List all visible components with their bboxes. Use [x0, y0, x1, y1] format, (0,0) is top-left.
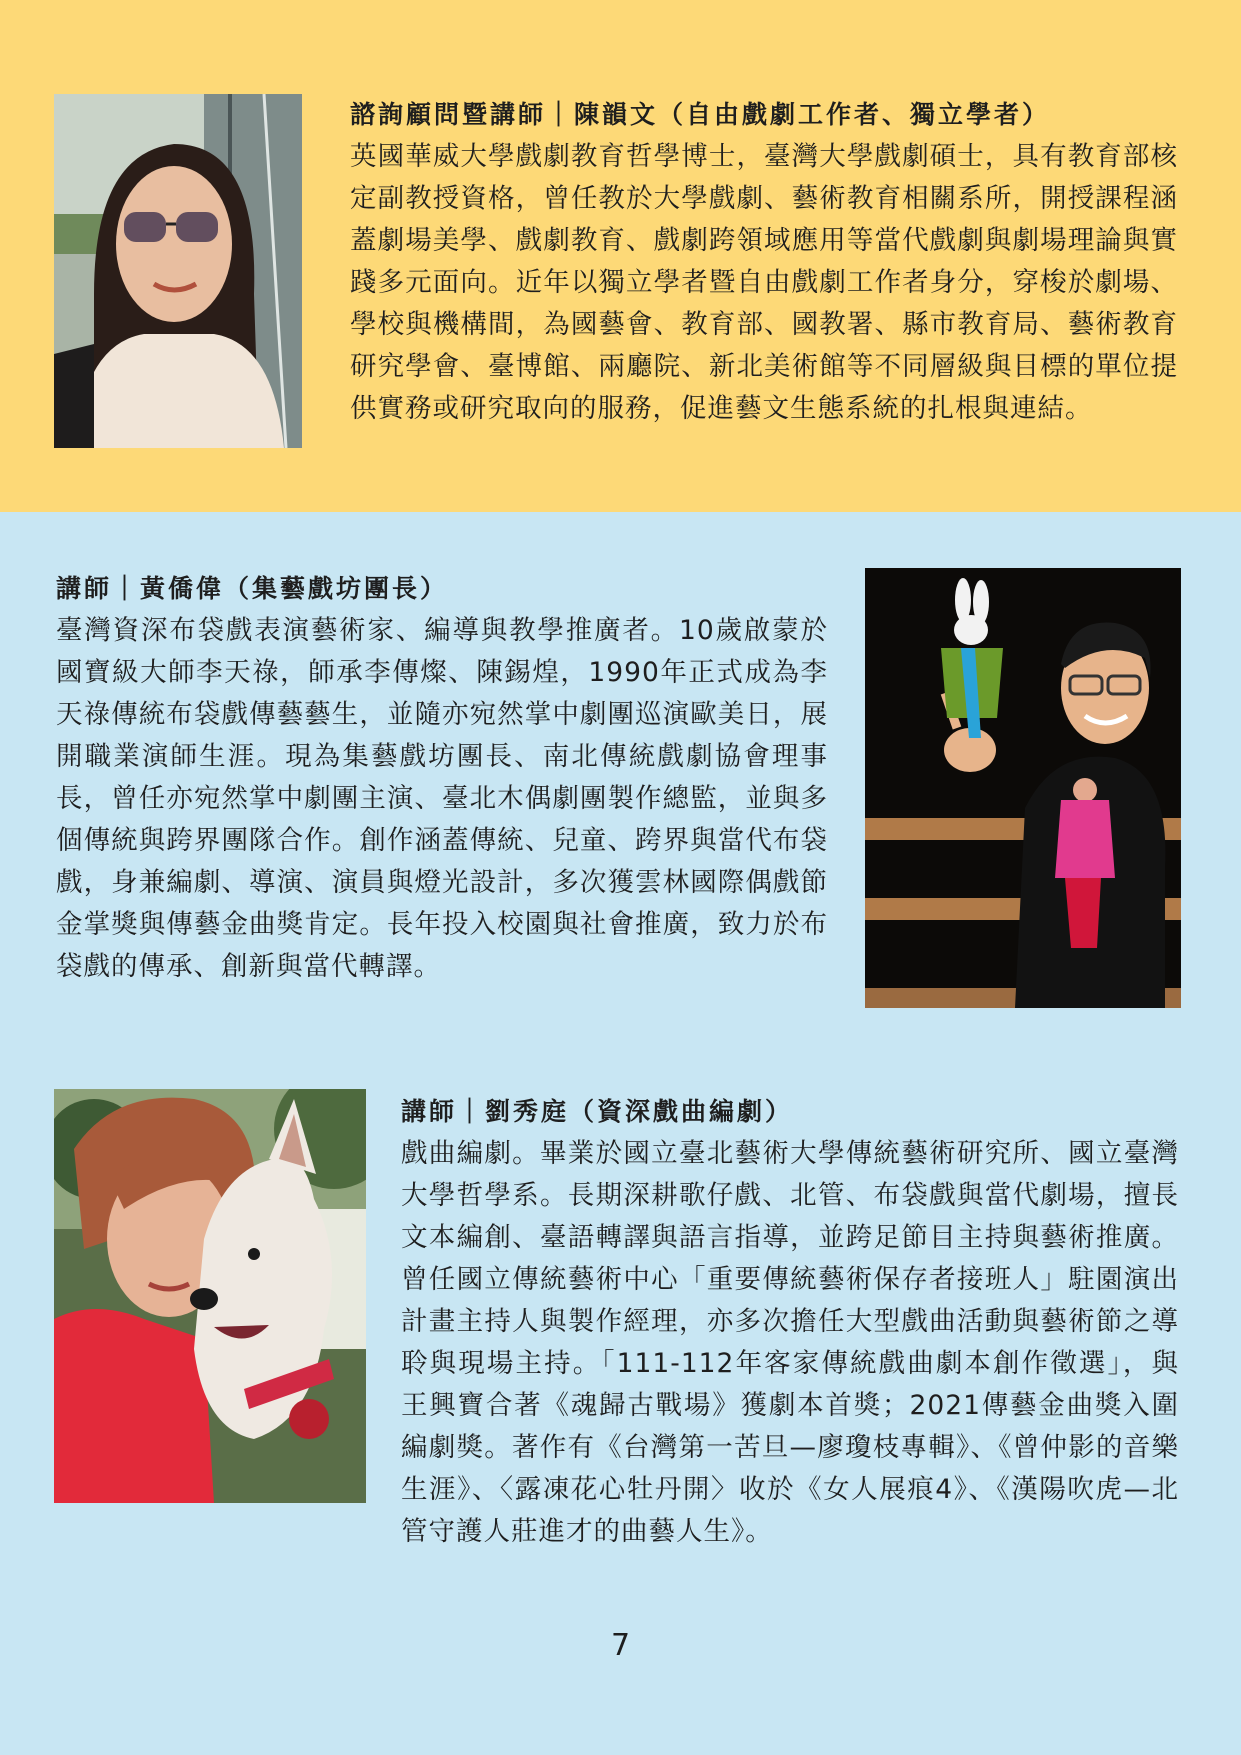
bio-title: 講師｜劉秀庭（資深戲曲編劇）: [401, 1097, 794, 1126]
bio-title: 諮詢顧問暨講師｜陳韻文（自由戲劇工作者、獨立學者）: [350, 100, 1051, 129]
bio-text: 戲曲編劇。畢業於國立臺北藝術大學傳統藝術研究所、國立臺灣大學哲學系。長期深耕歌仔戲、北管、布袋戲與當代劇場，擅長文本編創、臺語轉譯與語言指導，並跨足節目主持與藝術推廣。曾任國立傳統藝術中心「重要傳統藝術保存者接班人」駐園演出計畫主持人與製作經理，亦多次擔任大型戲曲活動與藝術節之導聆與現場主持。「111-112年客家傳統戲曲劇本創作徵選」，與王興寶合著《魂歸古戰場》獲劇本首獎；2021傳藝金曲獎入圍編劇獎。著作有《台灣第一苦旦—廖瓊枝專輯》、《曾仲影的音樂生涯》、〈露凍花心牡丹開〉收於《女人展痕4》、《漢陽吹虎—北管守護人莊進才的曲藝人生》。: [401, 1138, 1179, 1547]
portrait-photo-liu: [54, 1089, 366, 1503]
page-number: 7: [610, 1628, 631, 1663]
portrait-photo-huang: [865, 568, 1181, 1008]
bio-block-chen: [350, 96, 1178, 430]
bio-title: 講師｜黃僑偉（集藝戲坊團長）: [56, 574, 449, 603]
portrait-photo-chen: [54, 94, 302, 448]
bio-text: 英國華威大學戲劇教育哲學博士，臺灣大學戲劇碩士，具有教育部核定副教授資格，曾任教於大學戲劇、藝術教育相關系所，開授課程涵蓋劇場美學、戲劇教育、戲劇跨領域應用等當代戲劇與劇場理論與實踐多元面向。近年以獨立學者暨自由戲劇工作者身分，穿梭於劇場、學校與機構間，為國藝會、教育部、國教署、縣市教育局、藝術教育研究學會、臺博館、兩廳院、新北美術館等不同層級與目標的單位提供實務或研究取向的服務，促進藝文生態系統的扎根與連結。: [350, 141, 1178, 424]
bio-block-huang: [56, 570, 828, 988]
bio-text: 臺灣資深布袋戲表演藝術家、編導與教學推廣者。10歲啟蒙於國寶級大師李天祿，師承李傳燦、陳錫煌，1990年正式成為李天祿傳統布袋戲傳藝藝生，並隨亦宛然掌中劇團巡演歐美日，展開職業演師生涯。現為集藝戲坊團長、南北傳統戲劇協會理事長，曾任亦宛然掌中劇團主演、臺北木偶劇團製作總監，並與多個傳統與跨界團隊合作。創作涵蓋傳統、兒童、跨界與當代布袋戲，身兼編劇、導演、演員與燈光設計，多次獲雲林國際偶戲節金掌獎與傳藝金曲獎肯定。長年投入校園與社會推廣，致力於布袋戲的傳承、創新與當代轉譯。: [56, 615, 828, 982]
bio-block-liu: [401, 1093, 1179, 1553]
